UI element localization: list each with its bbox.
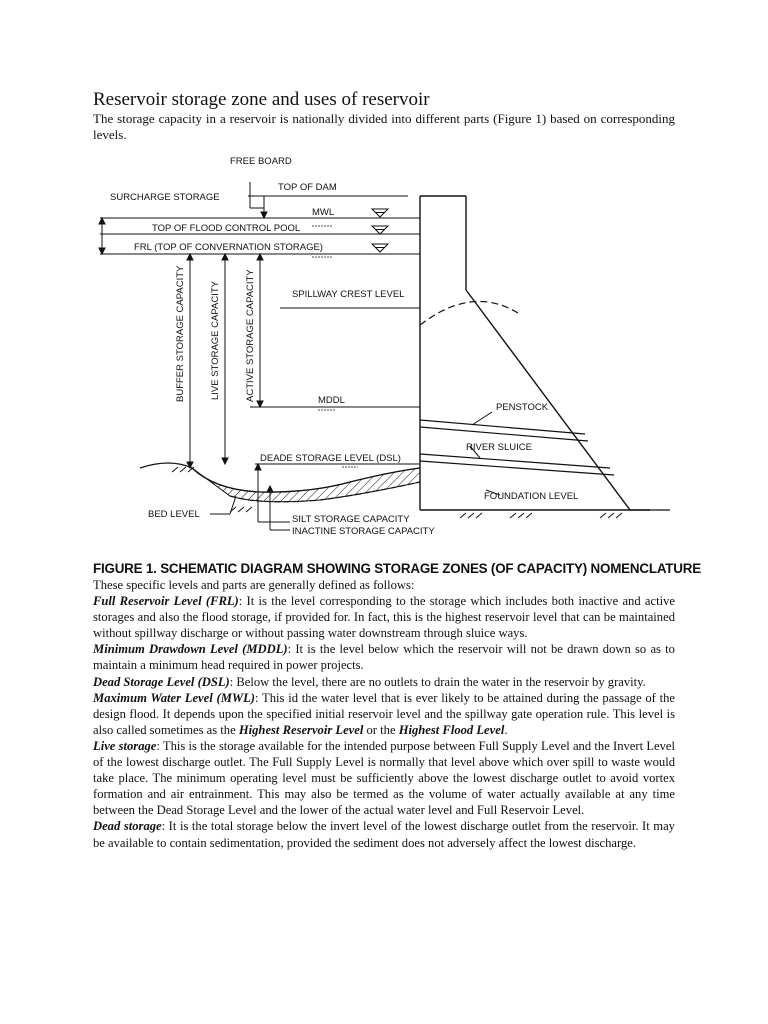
emph-highest-reservoir-level: Highest Reservoir Level [238, 722, 364, 737]
term-live-storage: Live storage [93, 738, 157, 753]
term-mwl: Maximum Water Level (MWL) [93, 690, 255, 705]
label-inactive-storage: INACTINE STORAGE CAPACITY [292, 526, 435, 537]
text-mwl-b: or the [363, 722, 399, 737]
label-top-flood-control: TOP OF FLOOD CONTROL POOL [152, 223, 301, 234]
page-title: Reservoir storage zone and uses of reservoir [93, 89, 430, 110]
definition-live-storage [93, 738, 675, 818]
definitions-intro: These specific levels and parts are generally defined as follows: [93, 578, 415, 592]
text-mwl-c: . [504, 722, 508, 737]
label-surcharge-storage: SURCHARGE STORAGE [110, 192, 220, 203]
label-river-sluice: RIVER SLUICE [466, 442, 532, 453]
definition-dead-storage [93, 818, 675, 850]
silt-deposit [192, 468, 420, 502]
diagram-svg [80, 150, 700, 550]
penstock-pipe [420, 420, 585, 434]
text-dsl: : Below the level, there are no outlets to drain the water in the reservoir by gravity. [229, 674, 646, 689]
label-penstock: PENSTOCK [496, 402, 549, 413]
figure-caption: FIGURE 1. SCHEMATIC DIAGRAM SHOWING STORAGE ZONES (OF CAPACITY) NOMENCLATURE [93, 561, 701, 576]
label-bed-level: BED LEVEL [148, 509, 200, 520]
text-frl: : It is the level corresponding to the storage which includes both inactive and active storages and also the flood storage, if provided for. In fact, this is the highest reservoir level that can be maintained without spillway discharge or without passing water downstream through sluice ways. [93, 594, 675, 641]
river-sluice-pipe [420, 454, 610, 468]
label-live-storage: LIVE STORAGE CAPACITY [210, 281, 221, 400]
intro-paragraph: The storage capacity in a reservoir is nationally divided into different parts (Figure 1) based on corresponding levels. [93, 111, 675, 142]
label-active-storage: ACTIVE STORAGE CAPACITY [245, 269, 256, 402]
emph-highest-flood-level: Highest Flood Level [398, 722, 505, 737]
label-mwl: MWL [312, 207, 335, 218]
label-foundation-level: FOUNDATION LEVEL [484, 491, 579, 502]
definition-mwl [93, 690, 675, 738]
label-spillway-crest: SPILLWAY CREST LEVEL [292, 289, 405, 300]
term-dsl: Dead Storage Level (DSL) [93, 674, 230, 689]
definition-dsl [93, 674, 675, 690]
text-mddl: : It is the level below which the reservoir will not be drawn down so as to maintain a minimum head required in power projects. [93, 642, 675, 673]
definitions-section [93, 577, 675, 851]
term-dead-storage: Dead storage [93, 819, 162, 834]
label-frl: FRL (TOP OF CONVERNATION STORAGE) [134, 242, 323, 253]
label-top-of-dam: TOP OF DAM [278, 182, 337, 193]
label-silt-storage: SILT STORAGE CAPACITY [292, 514, 410, 525]
label-dsl: DEADE STORAGE LEVEL (DSL) [260, 453, 401, 464]
spillway-crest-curve [420, 301, 518, 325]
term-mddl: Minimum Drawdown Level (MDDL) [93, 642, 288, 657]
definition-mddl [93, 641, 675, 673]
water-level-markers [312, 209, 388, 467]
definition-frl [93, 593, 675, 641]
storage-zones-diagram [80, 150, 700, 550]
term-frl: Full Reservoir Level (FRL) [93, 594, 239, 609]
text-mwl-a: : This id the water level that is ever likely to be attained during the passage of the design flood. It depends upon the specified initial reservoir level and the spillway gate operation rule. This level is also called sometimes as the [93, 690, 675, 737]
text-live-storage: : This is the storage available for the intended purpose between Full Supply Level and the Invert Level of the lowest discharge outlet. The Full Supply Level is normally that level above which over spill to waste would take place. The minimum operating level must be sufficiently above the lowest discharge outlet to avoid vortex formation and air entrainment. This may also be termed as the volume of water actually available at any time between the Dead Storage Level and the lower of the actual water level and Full Reservoir Level. [93, 738, 675, 818]
label-buffer-storage: BUFFER STORAGE CAPACITY [175, 265, 186, 402]
label-mddl: MDDL [318, 395, 345, 406]
label-free-board: FREE BOARD [230, 156, 292, 167]
text-dead-storage: : It is the total storage below the invert level of the lowest discharge outlet from the reservoir. It may be available to contain sedimentation, provided the sediment does not adversely affect the lowest discharge. [93, 819, 675, 850]
